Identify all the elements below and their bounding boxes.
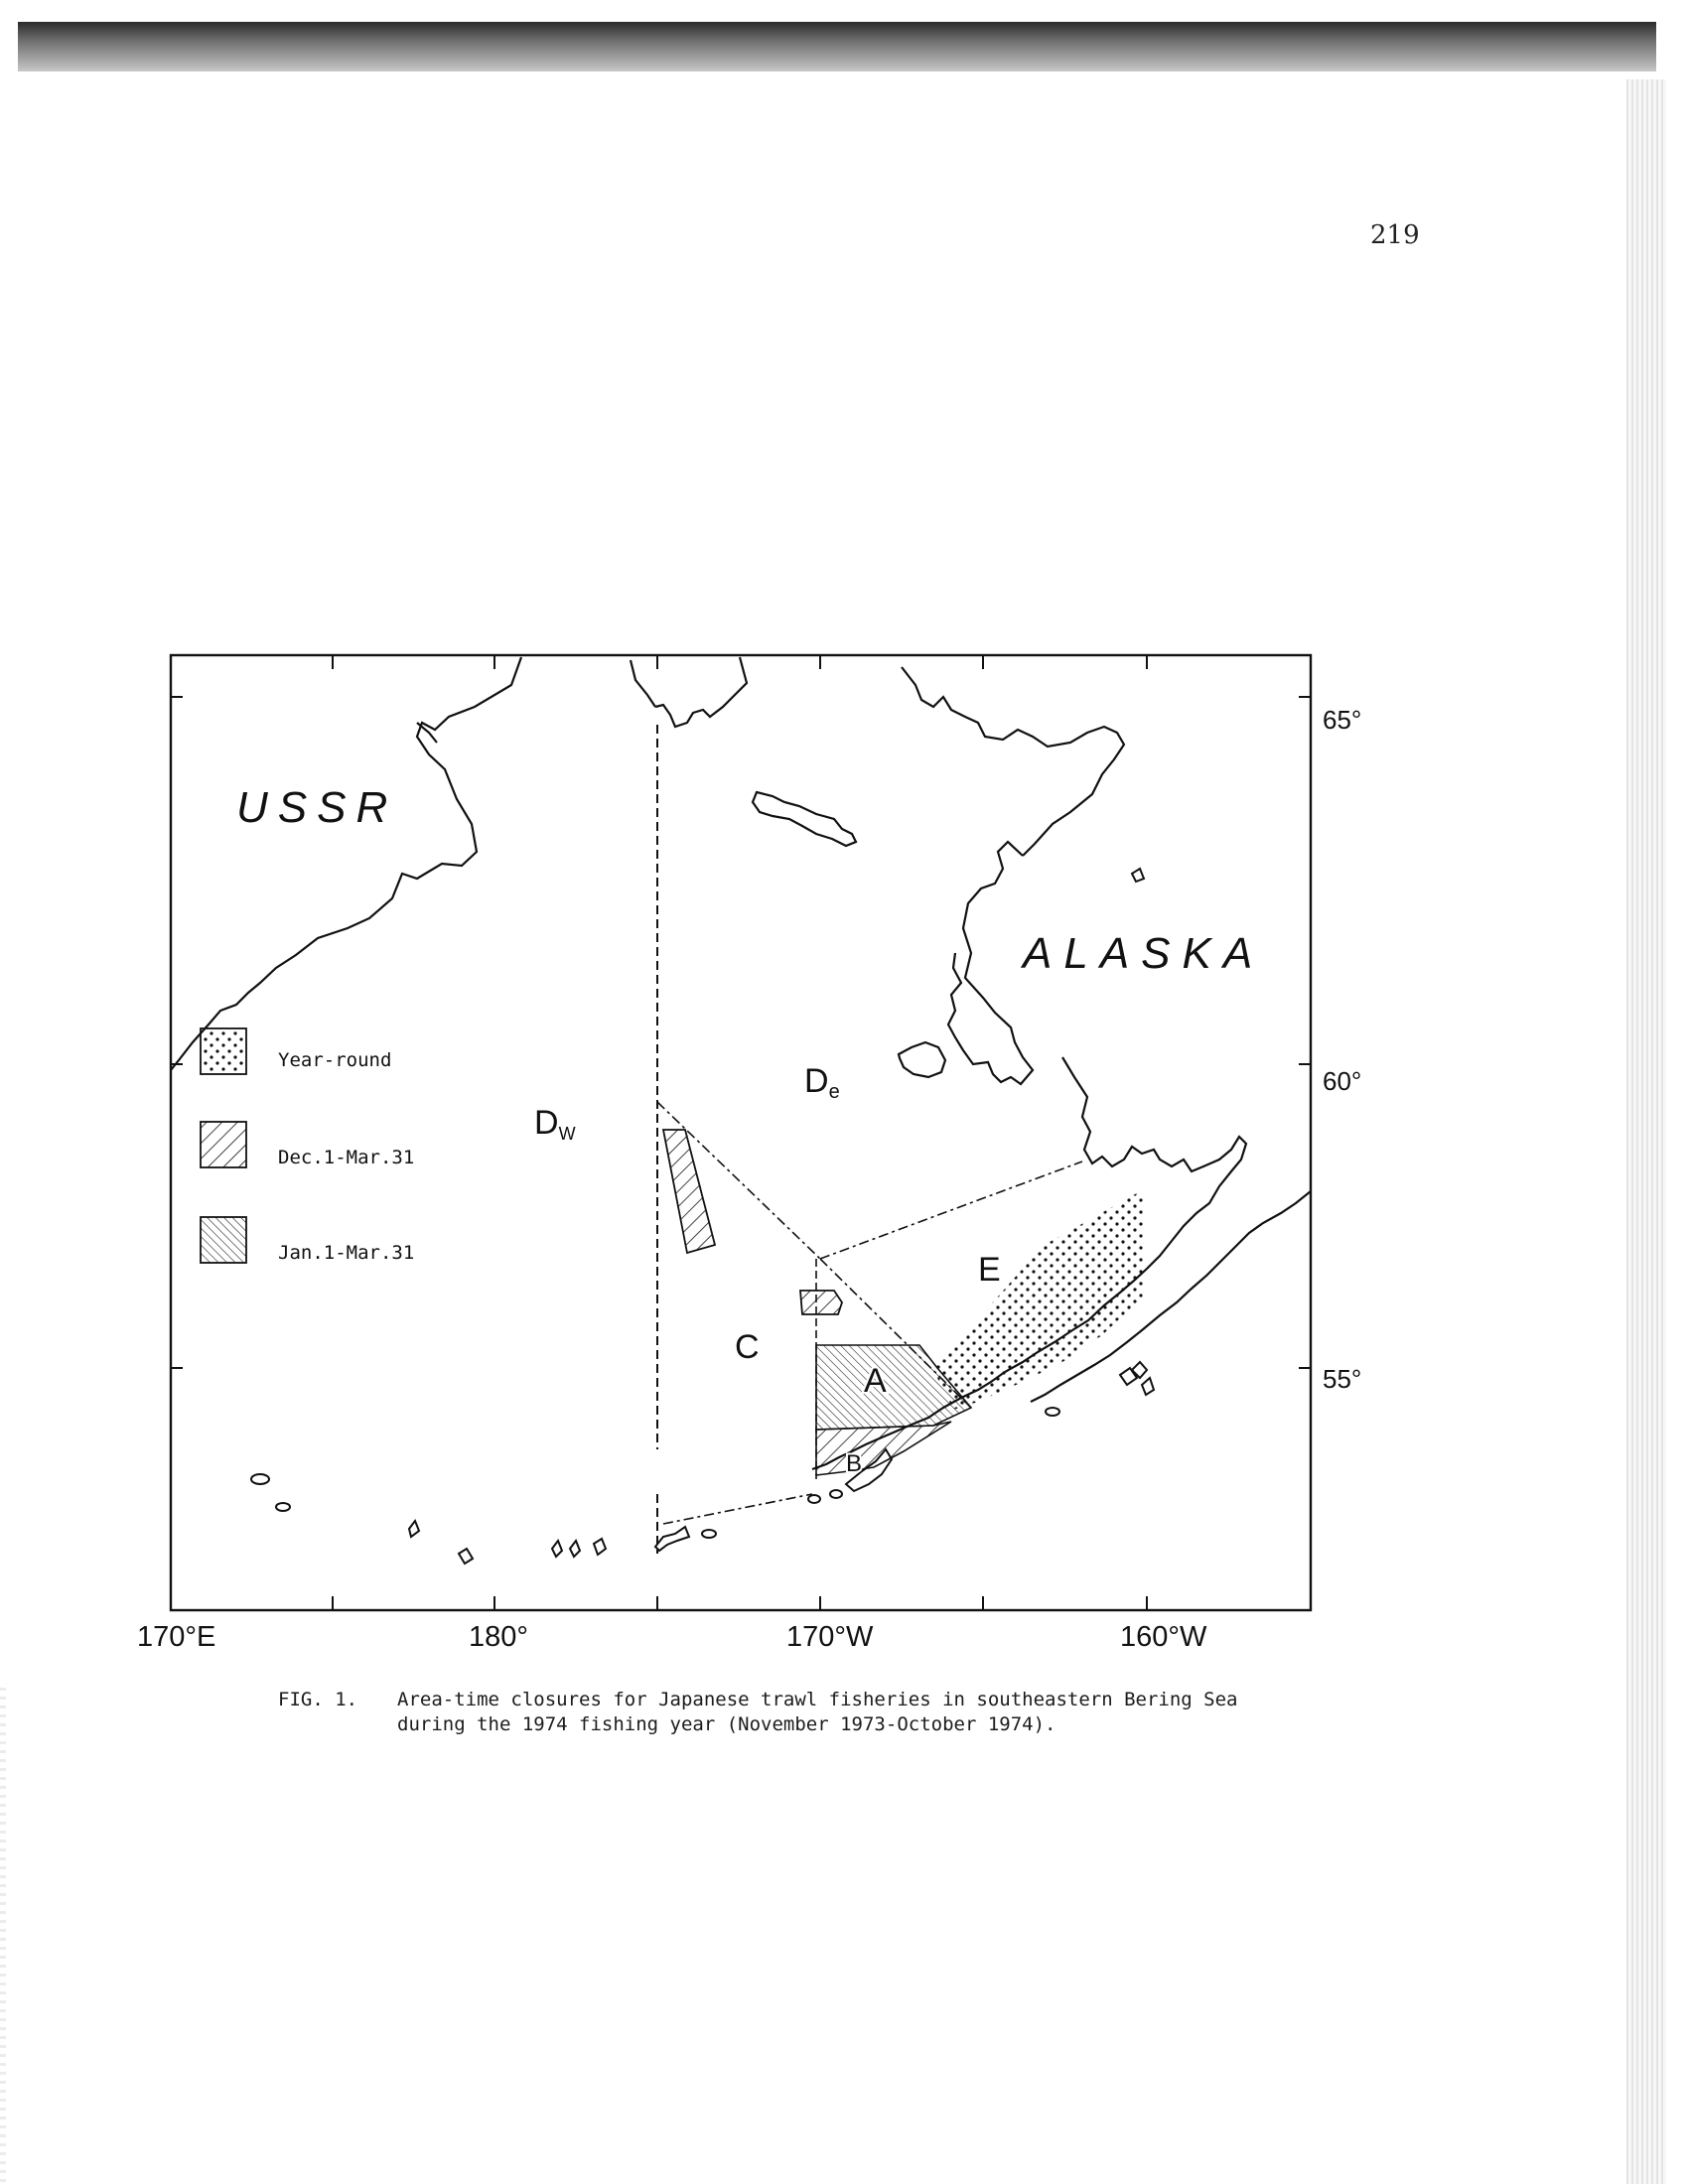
aleutian-island: [830, 1490, 842, 1498]
page-number: 219: [1370, 220, 1420, 250]
chukotka-coastline: [631, 660, 655, 707]
shumagin-island: [1046, 1408, 1059, 1416]
legend-swatch-dec-mar: [201, 1122, 246, 1167]
ussr-coastline: [171, 657, 521, 1070]
area-c-closure: [800, 1291, 842, 1314]
aleutian-island: [409, 1521, 419, 1537]
caption-text: Area-time closures for Japanese trawl fisheries in southeastern Bering Sea during the 1974 fishing year (November 1973-October 1974).: [397, 1689, 1238, 1735]
area-dw-label: DW: [534, 1104, 576, 1144]
area-b-label: B: [846, 1450, 863, 1477]
boundary-south: [663, 1494, 812, 1524]
nunivak-island: [899, 1042, 945, 1077]
longitude-label-170w: 170°W: [786, 1621, 874, 1653]
ussr-label: USSR: [236, 783, 398, 832]
shumagin-island: [1142, 1378, 1154, 1395]
area-dw-closure: [663, 1130, 715, 1253]
area-a-label: A: [864, 1362, 887, 1400]
legend-label-jan-mar: Jan.1-Mar.31: [278, 1242, 415, 1264]
alaska-label: ALASKA: [1023, 929, 1265, 978]
area-de-label: De: [804, 1062, 840, 1103]
caption-label: FIG. 1.: [278, 1689, 358, 1710]
legend-label-dec-mar: Dec.1-Mar.31: [278, 1147, 415, 1168]
area-c-label: C: [735, 1328, 760, 1366]
aleutian-island: [702, 1530, 716, 1538]
aleutian-island: [459, 1549, 473, 1564]
aleutian-island: [808, 1495, 820, 1503]
alaska-coastline: [655, 657, 1124, 1084]
legend-label-year-round: Year-round: [278, 1049, 392, 1071]
legend-swatch-year-round: [201, 1028, 246, 1074]
komandorski-island-2: [276, 1503, 290, 1511]
komandorski-island: [251, 1474, 269, 1484]
area-e-label: E: [978, 1251, 1001, 1289]
longitude-label-160w: 160°W: [1120, 1621, 1207, 1653]
area-e-year-round-closure: [933, 1189, 1144, 1410]
latitude-label-65: 65°: [1323, 705, 1362, 735]
longitude-label-180: 180°: [469, 1621, 528, 1653]
longitude-ticks: [333, 655, 1147, 1610]
pribilof-island: [1132, 869, 1144, 882]
longitude-label-170e: 170°E: [137, 1621, 216, 1653]
st-lawrence-island: [753, 792, 856, 846]
aleutian-island: [594, 1539, 606, 1555]
boundary-de-e: [820, 1161, 1082, 1259]
legend-swatch-jan-mar: [201, 1217, 246, 1263]
aleutian-island: [655, 1527, 689, 1551]
latitude-label-60: 60°: [1323, 1066, 1362, 1096]
aleutian-island: [552, 1541, 562, 1557]
aleutian-island: [570, 1541, 580, 1557]
latitude-label-55: 55°: [1323, 1364, 1362, 1394]
